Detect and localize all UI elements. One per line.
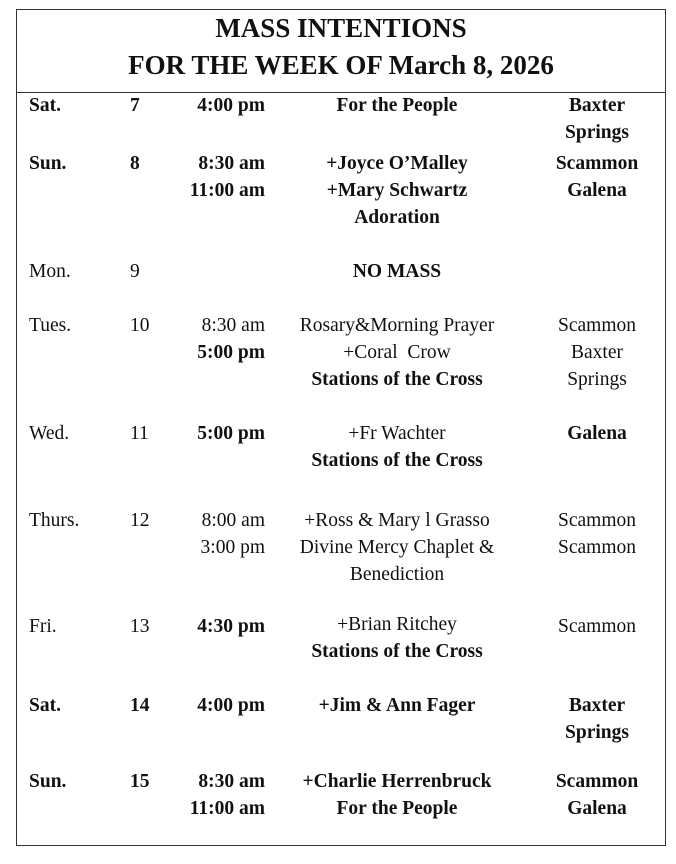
location: Scammon [555, 153, 639, 174]
date-number: 12 [130, 510, 150, 531]
date-number: 13 [130, 616, 150, 637]
intention: Divine Mercy Chaplet & [299, 537, 495, 558]
intention: Benediction [349, 564, 445, 585]
intention: NO MASS [352, 261, 442, 282]
mass-time: 8:30 am [198, 771, 265, 792]
date-number: 14 [130, 695, 150, 716]
intention: +Jim & Ann Fager [318, 695, 476, 716]
intention: +Ross & Mary l Grasso [304, 510, 490, 531]
intention: +Fr Wachter [348, 423, 446, 444]
mass-time: 3:00 pm [200, 537, 265, 558]
header [17, 10, 665, 93]
intention: For the People [336, 798, 458, 819]
day-label: Fri. [29, 616, 57, 637]
mass-time: 4:30 pm [197, 616, 265, 637]
location: Galena [567, 798, 627, 819]
mass-time: 8:30 am [198, 153, 265, 174]
intention: Adoration [354, 207, 440, 228]
intention: Stations of the Cross [311, 641, 483, 662]
date-number: 10 [130, 315, 150, 336]
mass-time: 8:00 am [201, 510, 265, 531]
intention: +Joyce O’Malley [326, 153, 468, 174]
location: Scammon [558, 510, 636, 531]
mass-time: 8:30 am [201, 315, 265, 336]
location: Scammon [555, 771, 639, 792]
mass-time: 4:00 pm [197, 95, 265, 116]
mass-time: 5:00 pm [197, 423, 265, 444]
day-label: Sat. [29, 695, 61, 716]
intention: Rosary&Morning Prayer [299, 315, 495, 336]
location: Scammon [558, 537, 636, 558]
day-label: Sat. [29, 95, 61, 116]
mass-time: 11:00 am [189, 798, 265, 819]
page-title: MASS INTENTIONS [215, 13, 467, 43]
day-label: Sun. [29, 771, 67, 792]
location: Scammon [558, 616, 636, 637]
location: Baxter [568, 95, 626, 116]
intention: +Brian Ritchey [337, 614, 457, 635]
mass-time: 5:00 pm [197, 342, 265, 363]
day-label: Wed. [29, 423, 70, 444]
date-number: 8 [130, 153, 140, 174]
intention: +Coral Crow [343, 342, 451, 363]
date-number: 15 [130, 771, 150, 792]
location: Galena [567, 423, 627, 444]
day-label: Thurs. [29, 510, 80, 531]
date-number: 11 [130, 423, 149, 444]
mass-intentions-box [16, 9, 666, 846]
intention: For the People [336, 95, 458, 116]
location: Springs [565, 122, 629, 143]
location: Scammon [558, 315, 636, 336]
location: Springs [567, 369, 627, 390]
location: Baxter [568, 695, 626, 716]
location: Baxter [571, 342, 623, 363]
mass-time: 4:00 pm [197, 695, 265, 716]
day-label: Mon. [29, 261, 71, 282]
intention: Stations of the Cross [311, 450, 483, 471]
intention: Stations of the Cross [311, 369, 483, 390]
page-subtitle: FOR THE WEEK OF March 8, 2026 [128, 50, 554, 80]
date-number: 9 [130, 261, 140, 282]
location: Galena [567, 180, 627, 201]
day-label: Sun. [29, 153, 67, 174]
mass-time: 11:00 am [189, 180, 265, 201]
intention: +Mary Schwartz [326, 180, 468, 201]
day-label: Tues. [29, 315, 72, 336]
date-number: 7 [130, 95, 140, 116]
location: Springs [565, 722, 629, 743]
intention: +Charlie Herrenbruck [302, 771, 492, 792]
